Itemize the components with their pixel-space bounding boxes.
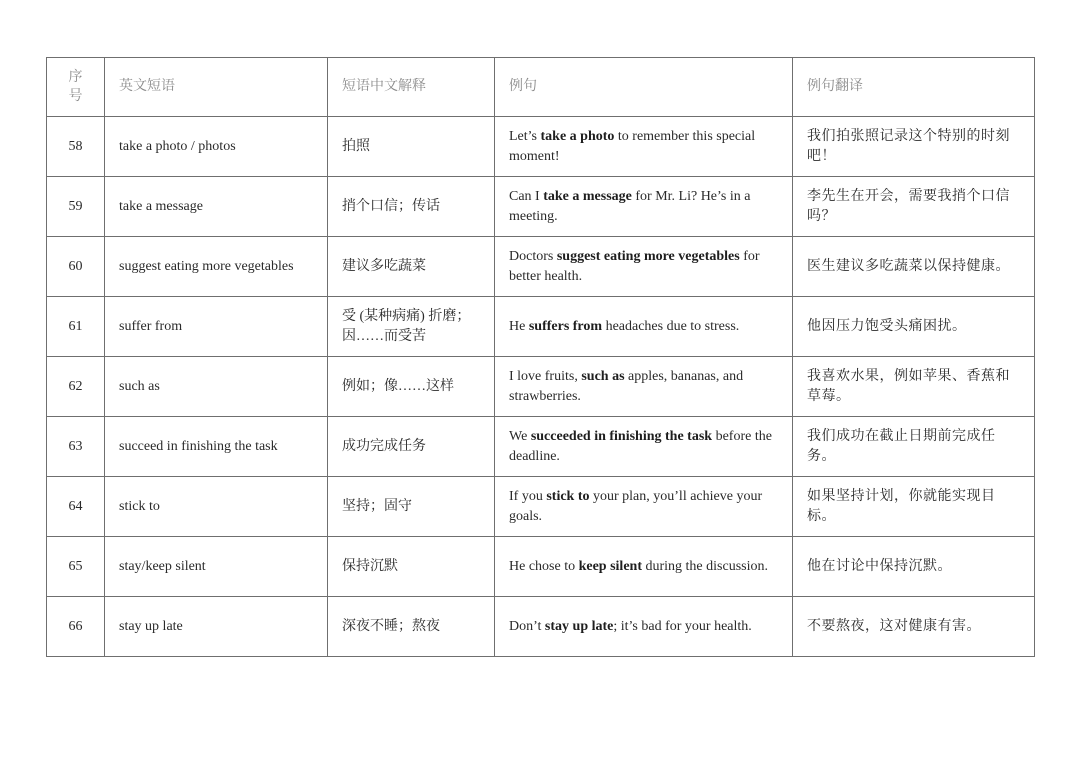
table-row [47,297,1035,357]
chinese-meaning: 例如；像……这样 [328,357,495,417]
example-translation: 不要熬夜，这对健康有害。 [793,597,1035,657]
highlighted-phrase: succeeded in finishing the task [530,428,713,444]
example-translation: 我喜欢水果，例如苹果、香蕉和草莓。 [793,357,1035,417]
table-row [47,117,1035,177]
header-number: 序号 [47,58,105,117]
chinese-meaning: 成功完成任务 [328,417,495,477]
english-phrase: succeed in finishing the task [105,417,328,477]
english-phrase: take a photo / photos [105,117,328,177]
row-number: 63 [47,417,105,477]
table-header-row [47,58,1035,117]
highlighted-phrase: stick to [546,488,590,504]
row-number: 61 [47,297,105,357]
row-number: 58 [47,117,105,177]
example-translation: 医生建议多吃蔬菜以保持健康。 [793,237,1035,297]
header-example-translation: 例句翻译 [793,58,1035,117]
example-sentence: Can I take a message for Mr. Li? He’s in a meeting. [495,177,793,237]
example-translation: 李先生在开会，需要我捎个口信吗？ [793,177,1035,237]
example-sentence: He chose to keep silent during the discussion. [495,537,793,597]
table-row [47,357,1035,417]
row-number: 64 [47,477,105,537]
row-number: 60 [47,237,105,297]
table-row [47,417,1035,477]
example-sentence: He suffers from headaches due to stress. [495,297,793,357]
row-number: 66 [47,597,105,657]
row-number: 62 [47,357,105,417]
example-sentence: Doctors suggest eating more vegetables for better health. [495,237,793,297]
highlighted-phrase: take a message [543,188,632,204]
highlighted-phrase: keep silent [578,558,642,574]
table-row [47,177,1035,237]
chinese-meaning: 保持沉默 [328,537,495,597]
chinese-meaning: 坚持；固守 [328,477,495,537]
highlighted-phrase: suffers from [528,318,603,334]
chinese-meaning: 受 (某种病痛) 折磨；因……而受苦 [328,297,495,357]
english-phrase: suffer from [105,297,328,357]
example-sentence: We succeeded in finishing the task before the deadline. [495,417,793,477]
example-translation: 我们成功在截止日期前完成任务。 [793,417,1035,477]
highlighted-phrase: such as [581,368,625,384]
english-phrase: such as [105,357,328,417]
example-translation: 如果坚持计划，你就能实现目标。 [793,477,1035,537]
row-number: 65 [47,537,105,597]
example-sentence: I love fruits, such as apples, bananas, and strawberries. [495,357,793,417]
example-sentence: If you stick to your plan, you’ll achieve your goals. [495,477,793,537]
table-row [47,237,1035,297]
vocabulary-table [46,57,1035,657]
table-row [47,537,1035,597]
header-example-sentence: 例句 [495,58,793,117]
highlighted-phrase: stay up late [544,618,614,634]
example-sentence: Let’s take a photo to remember this special moment! [495,117,793,177]
chinese-meaning: 拍照 [328,117,495,177]
chinese-meaning: 建议多吃蔬菜 [328,237,495,297]
highlighted-phrase: suggest eating more vegetables [556,248,740,264]
example-translation: 他在讨论中保持沉默。 [793,537,1035,597]
example-sentence: Don’t stay up late; it’s bad for your health. [495,597,793,657]
english-phrase: stay/keep silent [105,537,328,597]
chinese-meaning: 深夜不睡；熬夜 [328,597,495,657]
english-phrase: stick to [105,477,328,537]
table-row [47,477,1035,537]
example-translation: 我们拍张照记录这个特别的时刻吧！ [793,117,1035,177]
table-row [47,597,1035,657]
header-english-phrase: 英文短语 [105,58,328,117]
highlighted-phrase: take a photo [540,128,615,144]
row-number: 59 [47,177,105,237]
english-phrase: stay up late [105,597,328,657]
english-phrase: suggest eating more vegetables [105,237,328,297]
english-phrase: take a message [105,177,328,237]
header-chinese-meaning: 短语中文解释 [328,58,495,117]
example-translation: 他因压力饱受头痛困扰。 [793,297,1035,357]
chinese-meaning: 捎个口信；传话 [328,177,495,237]
